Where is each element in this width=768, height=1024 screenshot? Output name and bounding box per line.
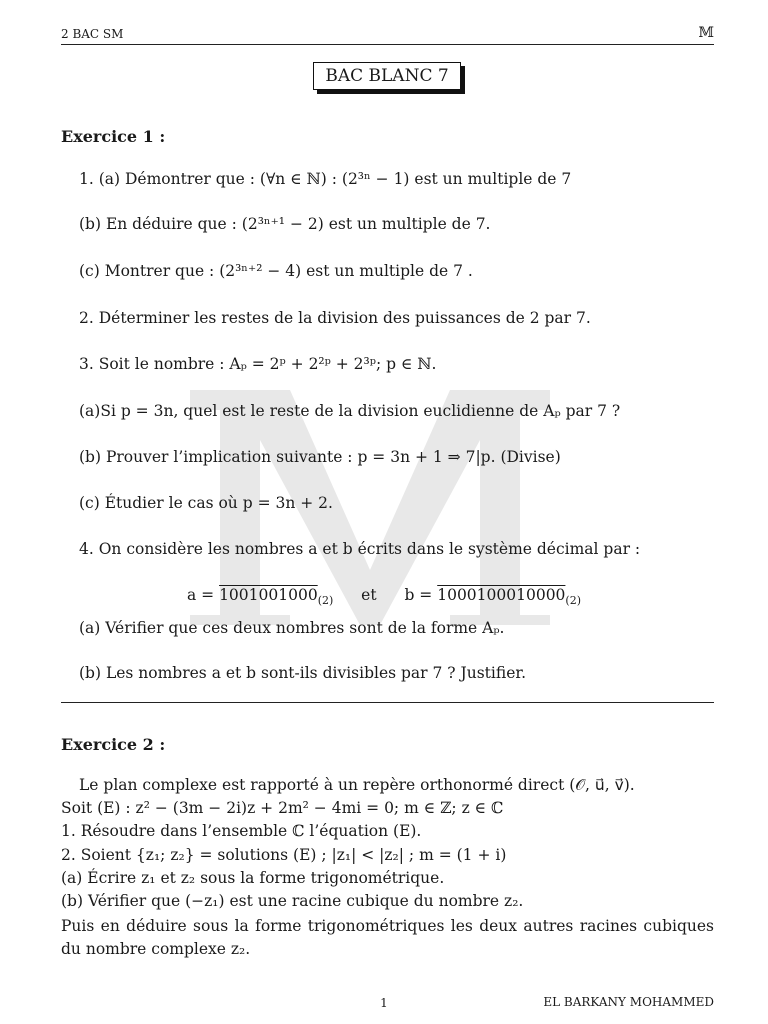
a-value: 1001001000 (219, 586, 318, 604)
author-name: EL BARKANY MOHAMMED (543, 995, 714, 1009)
ex1-q4b: (b) Les nombres a et b sont-ils divisibles par 7 ? Justifier. (79, 664, 527, 682)
ex1-q2: 2. Déterminer les restes de la division des puissances de 2 par 7. (79, 309, 591, 327)
a-base: (2) (317, 594, 334, 608)
b-base: (2) (565, 594, 582, 608)
page-header (61, 24, 714, 45)
ex1-q3b: (b) Prouver l’implication suivante : p = 3n + 1 ⇒ 7|p. (Divise) (79, 448, 561, 466)
ex1-q3c: (c) Étudier le cas où p = 3n + 2. (79, 494, 333, 512)
ex2-q3: Puis en déduire sous la forme trigonométriques les deux autres racines cubiques du nombre complexe z₂. (61, 917, 714, 958)
ex2-q1: 1. Résoudre dans l’ensemble ℂ l’équation (E). (61, 822, 422, 840)
ex1-q1c: (c) Montrer que : (2³ⁿ⁺² − 4) est un multiple de 7 . (79, 262, 473, 280)
ex1-q1a: 1. (a) Démontrer que : (∀n ∈ ℕ) : (2³ⁿ − 1) est un multiple de 7 (79, 170, 572, 188)
ex1-numbers-ab (0, 586, 768, 607)
page-title: BAC BLANC 7 (313, 62, 461, 90)
ex2-equation: Soit (E) : z² − (3m − 2i)z + 2m² − 4mi = 0; m ∈ ℤ; z ∈ ℂ (61, 799, 504, 817)
header-logo: 𝕄 (698, 25, 714, 41)
ex1-q4a: (a) Vérifier que ces deux nombres sont de la forme Aₚ. (79, 619, 505, 637)
ex2-intro: Le plan complexe est rapporté à un repère orthonormé direct (𝒪, u⃗, v⃗). (79, 776, 635, 794)
ex1-q4: 4. On considère les nombres a et b écrits dans le système décimal par : (79, 540, 641, 558)
exercise1-title: Exercice 1 : (61, 127, 166, 146)
header-class: 2 BAC SM (61, 27, 124, 41)
ex2-q2: 2. Soient {z₁; z₂} = solutions (E) ; |z₁| < |z₂| ; m = (1 + i) (61, 846, 507, 864)
b-value: 1000100010000 (437, 586, 566, 604)
exercise2-title: Exercice 2 : (61, 735, 166, 754)
section-divider (61, 702, 714, 703)
ex2-q2b: (b) Vérifier que (−z₁) est une racine cubique du nombre z₂. (61, 892, 524, 910)
a-label: a = (186, 586, 215, 604)
and-word: et (361, 586, 377, 604)
ex2-q2a: (a) Écrire z₁ et z₂ sous la forme trigonométrique. (61, 869, 445, 887)
ex1-q3: 3. Soit le nombre : Aₚ = 2ᵖ + 2²ᵖ + 2³ᵖ; p ∈ ℕ. (79, 355, 437, 373)
ex1-q1b: (b) En déduire que : (2³ⁿ⁺¹ − 2) est un multiple de 7. (79, 215, 491, 233)
b-label: b = (404, 586, 433, 604)
page-number: 1 (380, 996, 388, 1010)
ex1-q3a: (a)Si p = 3n, quel est le reste de la division euclidienne de Aₚ par 7 ? (79, 402, 621, 420)
